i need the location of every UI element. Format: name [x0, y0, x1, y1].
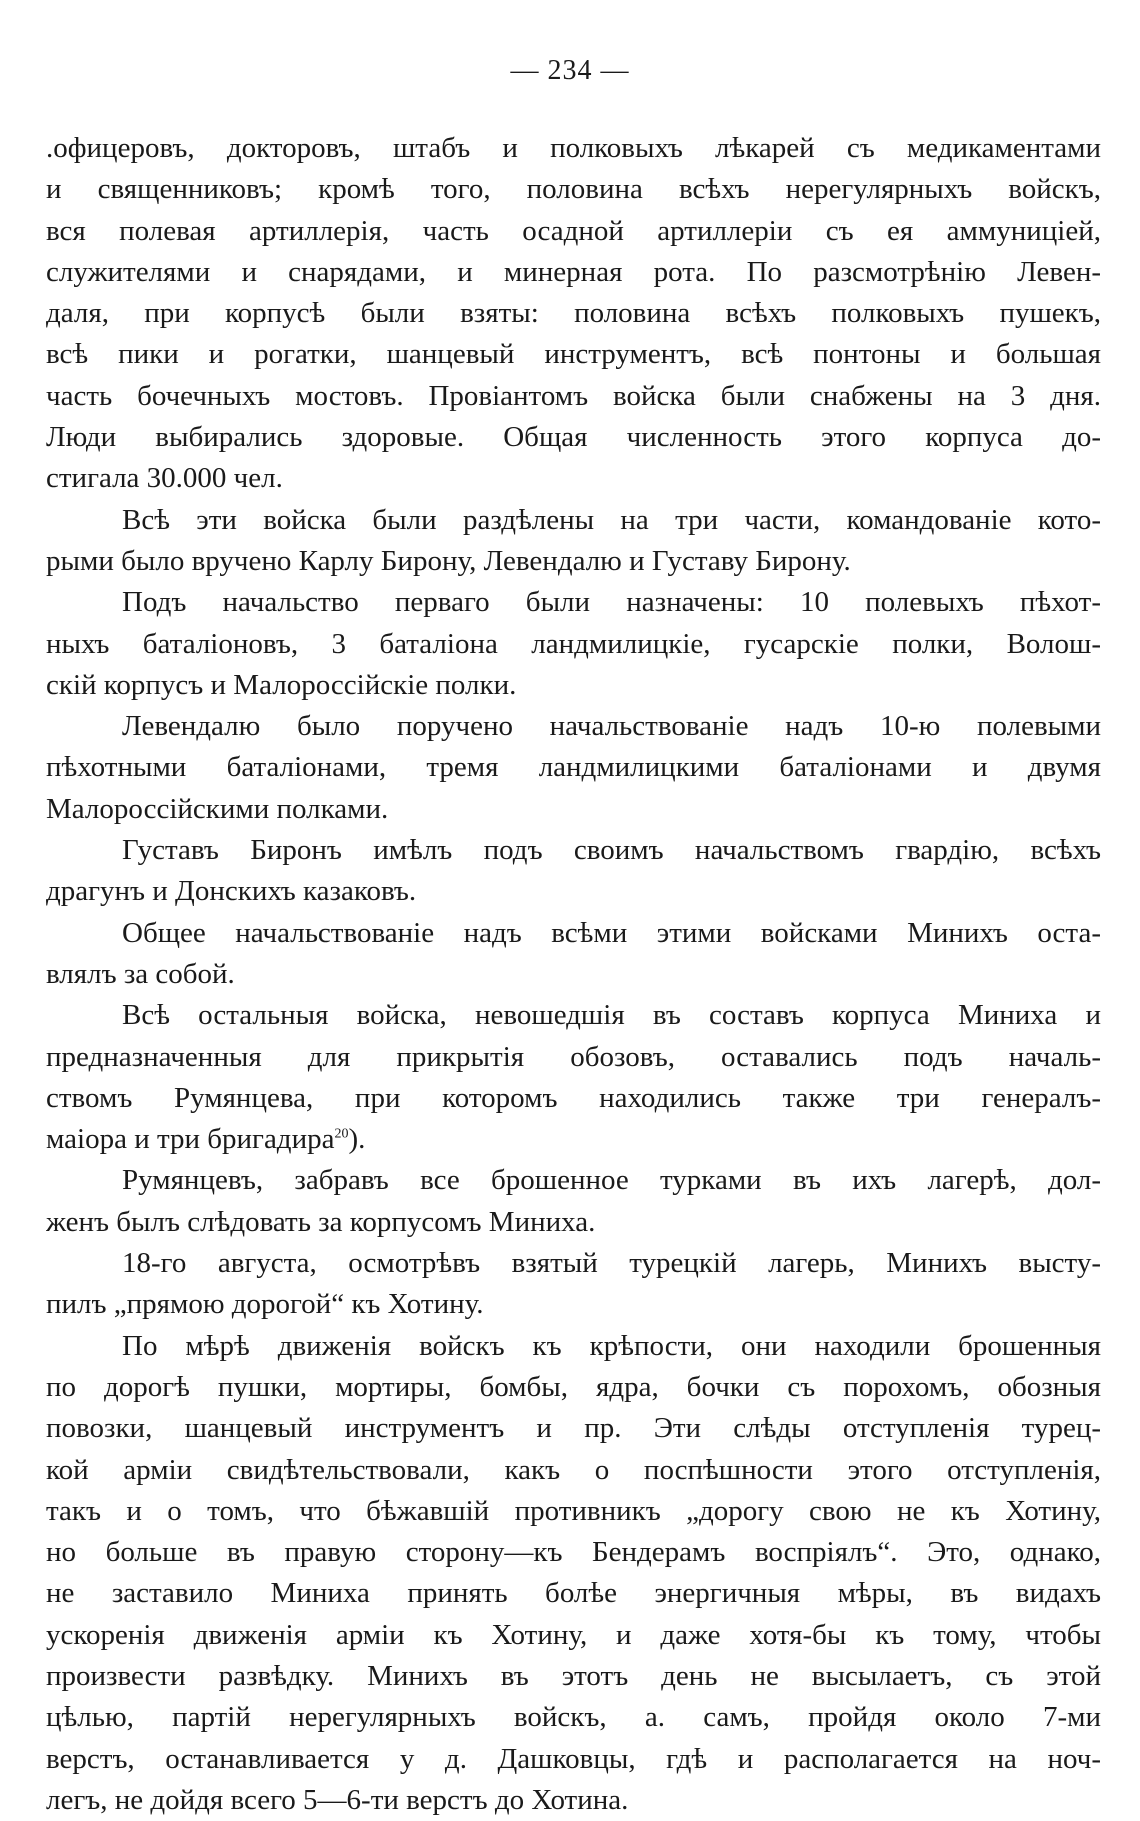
- text-line-content: ускоренія движенія арміи къ Хотину, и даже хотя-бы къ тому, чтобы: [46, 1618, 1101, 1651]
- text-line-content: ныхъ баталіоновъ, 3 баталіона ландмилицкіе, гусарскіе полки, Волош-: [46, 627, 1101, 660]
- body-text: [46, 128, 1101, 1821]
- text-line-content: пилъ „прямою дорогой“ къ Хотину.: [46, 1288, 484, 1321]
- text-line-content: произвести развѣдку. Минихъ въ этотъ день не высылаетъ, съ этой: [46, 1659, 1101, 1692]
- text-line: [46, 1119, 1101, 1160]
- text-line: [46, 334, 1101, 375]
- text-line-tail: ).: [348, 1123, 366, 1156]
- text-line-content: цѣлью, партій нерегулярныхъ войскъ, а. самъ, пройдя около 7-ми: [46, 1701, 1101, 1734]
- text-line-content: и священниковъ; кромѣ того, половина всѣхъ нерегулярныхъ войскъ,: [46, 173, 1101, 206]
- text-line-content: стигала 30.000 чел.: [46, 462, 283, 495]
- text-line-content: Всѣ остальныя войска, невошедшія въ составъ корпуса Миниха и: [122, 999, 1101, 1032]
- text-line: [46, 747, 1101, 788]
- text-line: [46, 1326, 1101, 1367]
- text-line-content: Густавъ Биронъ имѣлъ подъ своимъ начальствомъ гвардію, всѣхъ: [122, 834, 1101, 867]
- text-line-content: предназначенныя для прикрытія обозовъ, оставались подъ началь-: [46, 1040, 1101, 1073]
- text-line: [46, 1367, 1101, 1408]
- text-line-content: по дорогѣ пушки, мортиры, бомбы, ядра, бочки съ порохомъ, обозныя: [46, 1370, 1101, 1403]
- text-line: [46, 1739, 1101, 1780]
- text-line-content: Общее начальствованіе надъ всѣми этими войсками Минихъ оста-: [122, 916, 1101, 949]
- text-line: [46, 1202, 1101, 1243]
- text-line: [46, 706, 1101, 747]
- text-line-content: женъ былъ слѣдовать за корпусомъ Миниха.: [46, 1205, 596, 1238]
- text-line-content: По мѣрѣ движенія войскъ къ крѣпости, они находили брошенныя: [122, 1329, 1101, 1362]
- text-line: [46, 252, 1101, 293]
- text-line: [46, 1408, 1101, 1449]
- text-line: [46, 1243, 1101, 1284]
- text-line-content: Левендалю было поручено начальствованіе надъ 10-ю полевыми: [122, 710, 1101, 743]
- text-line-content: Румянцевъ, забравъ все брошенное турками въ ихъ лагерѣ, дол-: [122, 1164, 1101, 1197]
- text-line-content: ствомъ Румянцева, при которомъ находились также три генералъ-: [46, 1081, 1101, 1114]
- text-line-content: верстъ, останавливается у д. Дашковцы, гдѣ и располагается на ноч-: [46, 1742, 1101, 1775]
- text-line: [46, 376, 1101, 417]
- text-line: [46, 169, 1101, 210]
- page-number: — 234 —: [510, 55, 630, 86]
- text-line: [46, 1160, 1101, 1201]
- text-line: [46, 1532, 1101, 1573]
- text-line-content: пѣхотными баталіонами, тремя ландмилицкими баталіонами и двумя: [46, 751, 1101, 784]
- text-line-content: Малороссійскими полками.: [46, 792, 389, 825]
- text-line-content: легъ, не дойдя всего 5—6-ти верстъ до Хотина.: [46, 1783, 629, 1816]
- text-line: [46, 913, 1101, 954]
- text-line: [46, 1780, 1101, 1821]
- footnote-marker: 20: [334, 1126, 349, 1142]
- text-line: [46, 1615, 1101, 1656]
- text-line: [46, 458, 1101, 499]
- text-line: [46, 1078, 1101, 1119]
- text-line: [46, 541, 1101, 582]
- text-line: [46, 1037, 1101, 1078]
- text-line: [46, 789, 1101, 830]
- text-line: [46, 500, 1101, 541]
- text-line-content: не заставило Миниха принять болѣе энергичныя мѣры, въ видахъ: [46, 1577, 1101, 1610]
- text-line: [46, 871, 1101, 912]
- text-line: [46, 1491, 1101, 1532]
- text-line-content: но больше въ правую сторону—къ Бендерамъ воспріялъ“. Это, однако,: [46, 1536, 1101, 1569]
- text-line: [46, 665, 1101, 706]
- text-line: [46, 954, 1101, 995]
- text-line-content: маіора и три бригадира: [46, 1123, 335, 1156]
- text-line: [46, 128, 1101, 169]
- text-line-content: Подъ начальство перваго были назначены: 10 полевыхъ пѣхот-: [122, 586, 1101, 619]
- text-line: [46, 1450, 1101, 1491]
- text-line-content: служителями и снарядами, и минерная рота. По разсмотрѣнію Левен-: [46, 255, 1101, 288]
- text-line-content: кой арміи свидѣтельствовали, какъ о поспѣшности этого отступленія,: [46, 1453, 1101, 1486]
- text-line: [46, 995, 1101, 1036]
- text-line-content: драгунъ и Донскихъ казаковъ.: [46, 875, 417, 908]
- text-line-content: всѣ пики и рогатки, шанцевый инструментъ, всѣ понтоны и большая: [46, 338, 1101, 371]
- text-line-content: Всѣ эти войска были раздѣлены на три части, командованіе кото-: [122, 503, 1101, 536]
- text-line: [46, 1573, 1101, 1614]
- text-line-content: часть бочечныхъ мостовъ. Провіантомъ войска были снабжены на 3 дня.: [46, 379, 1101, 412]
- text-line-content: вся полевая артиллерія, часть осадной артиллеріи съ ея аммуницiей,: [46, 214, 1101, 247]
- text-line-content: такъ и о томъ, что бѣжавшій противникъ „дорогу свою не къ Хотину,: [46, 1494, 1101, 1527]
- text-line: [46, 582, 1101, 623]
- text-line: [46, 293, 1101, 334]
- text-line: [46, 1656, 1101, 1697]
- text-line: [46, 1697, 1101, 1738]
- text-line-content: .офицеровъ, докторовъ, штабъ и полковыхъ лѣкарей съ медикаментами: [46, 132, 1101, 164]
- text-line: [46, 211, 1101, 252]
- text-line-content: влялъ за собой.: [46, 957, 235, 990]
- text-line: [46, 1284, 1101, 1325]
- text-line: [46, 830, 1101, 871]
- text-line-content: скій корпусъ и Малороссійскіе полки.: [46, 668, 517, 701]
- text-line-content: повозки, шанцевый инструментъ и пр. Эти слѣды отступленія турец-: [46, 1412, 1101, 1445]
- text-line: [46, 417, 1101, 458]
- text-line-content: даля, при корпусѣ были взяты: половина всѣхъ полковыхъ пушекъ,: [46, 297, 1101, 330]
- text-line: [46, 624, 1101, 665]
- text-line-content: 18-го августа, осмотрѣвъ взятый турецкій лагерь, Минихъ высту-: [122, 1247, 1101, 1280]
- text-line-content: Люди выбирались здоровые. Общая численность этого корпуса до-: [46, 421, 1101, 454]
- text-line-content: рыми было вручено Карлу Бирону, Левендалю и Густаву Бирону.: [46, 544, 851, 577]
